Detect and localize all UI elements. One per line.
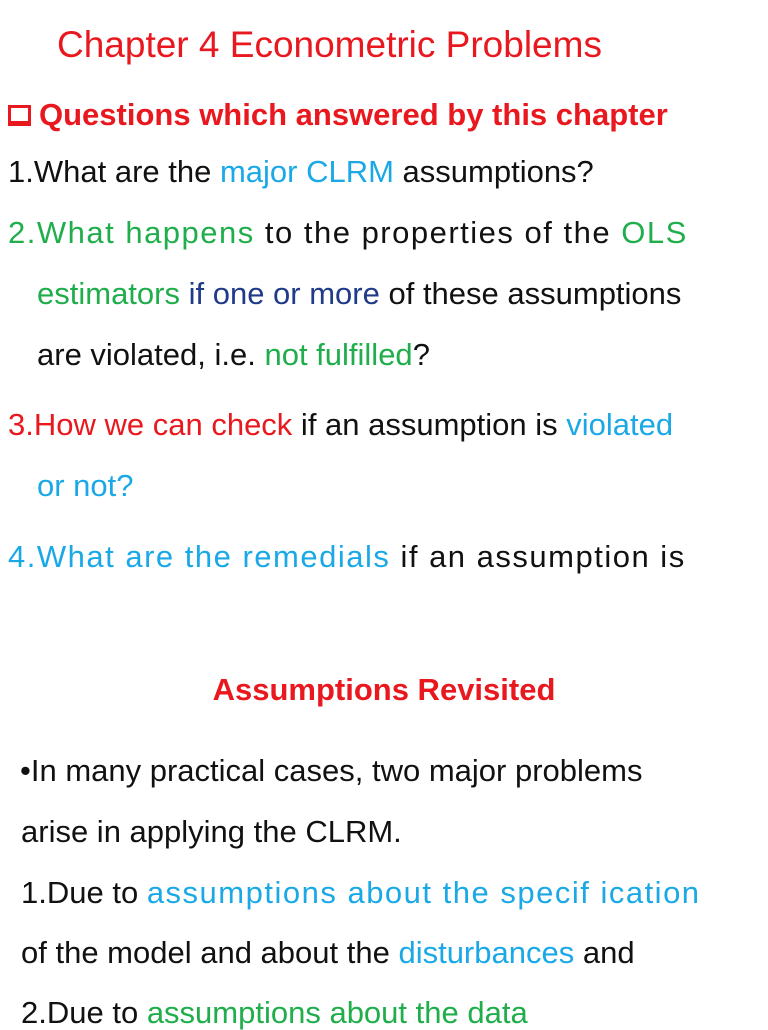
bullet-line-2: arise in applying the CLRM. [21,814,402,849]
question-4-text: if an assumption is [390,539,686,574]
problem-2-highlight: assumptions about the data [146,995,528,1030]
question-4 [8,541,686,572]
question-2-highlight-one-or-more: if one or more [179,276,380,311]
question-2-highlight-ols: OLS [621,215,688,250]
question-4-number: 4. [8,539,37,574]
question-3-highlight: How we can check [33,407,293,442]
question-2-text-3: are violated, i.e. [37,337,265,372]
question-2-line-2 [37,278,681,309]
question-2-number: 2. [8,215,37,250]
question-1-text: What are the [33,154,220,189]
question-1 [8,156,594,187]
question-3-line-1 [8,409,673,440]
question-2-end: ? [412,337,430,372]
question-3-text: if an assumption is [292,407,567,442]
question-2-line-3 [37,339,430,370]
problem-1-end: and [574,935,635,970]
question-1-number: 1. [8,154,34,189]
problem-1-text-2: of the model and about the [21,935,399,970]
bullet-line-1 [20,755,642,786]
problem-2-text: 2.Due to [21,995,147,1030]
bullet-mark: • [20,753,31,788]
page-title: Chapter 4 Econometric Problems [57,24,602,65]
question-2-highlight-what-happens: What happens [36,215,255,250]
question-1-highlight: major CLRM [219,154,394,189]
questions-subheading [8,97,668,133]
problem-2 [21,997,528,1028]
problem-1-highlight-disturbances: disturbances [398,935,575,970]
question-2-line-1 [8,217,688,248]
subheading-text: Questions which answered by this chapter [39,97,668,132]
question-3-highlight-or-not: or not? [37,468,134,503]
problem-1-text: 1.Due to [21,875,147,910]
question-1-end: assumptions? [393,154,594,189]
checkbox-icon [8,105,31,126]
problem-1-highlight: assumptions about the specif ication [146,875,701,910]
question-4-highlight: What are the remedials [36,539,391,574]
problem-1-line-2 [21,937,635,968]
question-2-highlight-estimators: estimators [37,276,180,311]
question-3-highlight-violated: violated [566,407,674,442]
problem-1-line-1 [21,877,701,908]
question-2-text: to the properties of the [254,215,622,250]
question-3-line-2 [37,470,134,501]
question-3-number: 3. [8,407,34,442]
question-2-highlight-not-fulfilled: not fulfilled [264,337,413,372]
question-2-text-2: of these assumptions [379,276,682,311]
bullet-text-1: In many practical cases, two major problems [30,753,643,788]
section-title: Assumptions Revisited [212,672,556,707]
